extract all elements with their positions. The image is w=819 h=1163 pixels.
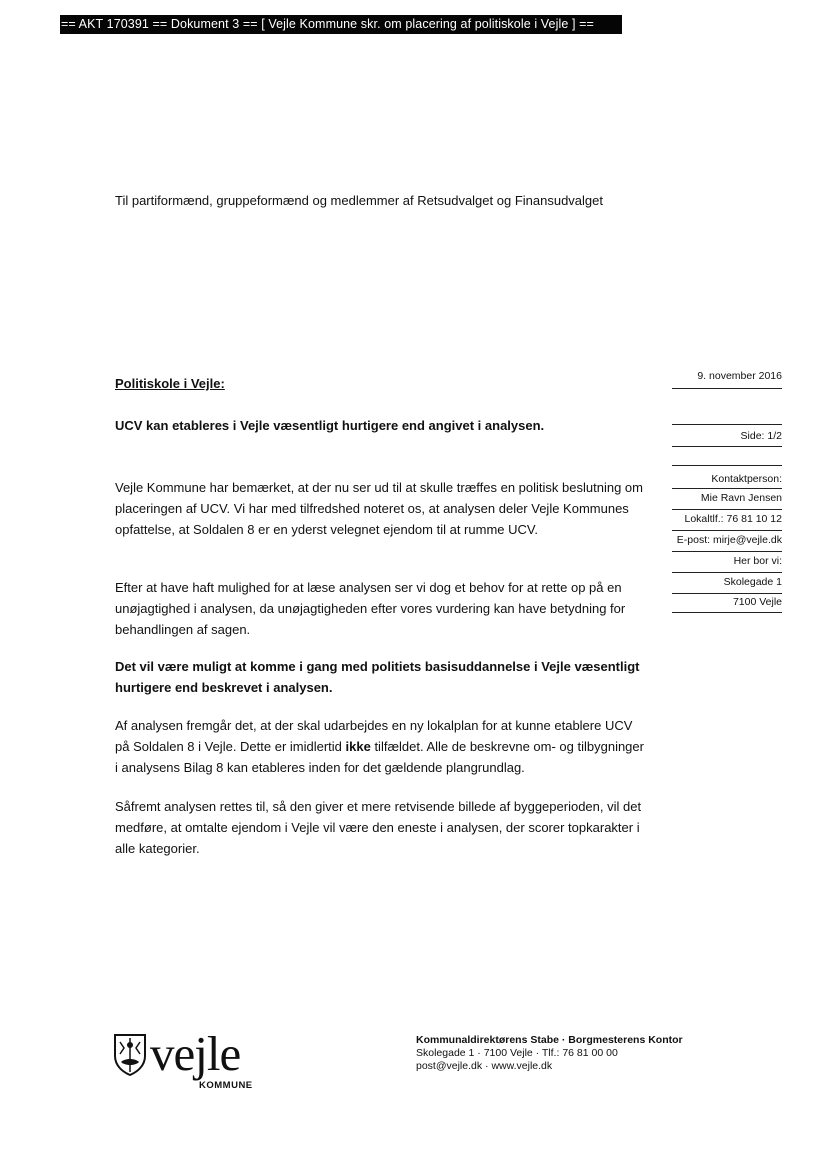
subheading: UCV kan etableres i Vejle væsentligt hurtigere end angivet i analysen. bbox=[115, 418, 545, 433]
paragraph-4-start: Af analysen fremgår det, at der skal udarbejdes en ny lokalplan for at kunne etablere UCV på Soldalen 8 i Vejle. Dette er imidlertid bbox=[115, 718, 633, 754]
vejle-kommune-logo bbox=[112, 1026, 262, 1100]
sidebar-divider bbox=[672, 593, 782, 594]
paragraph-4-end: tilfældet. Alle de beskrevne om- og tilbygninger i analysens Bilag 8 kan etableres inden for det gældende plangrundlag. bbox=[115, 739, 644, 775]
page-title: Politiskole i Vejle: bbox=[115, 376, 225, 391]
sidebar-divider bbox=[672, 530, 782, 531]
sidebar-divider bbox=[672, 446, 782, 447]
logo-subtitle: KOMMUNE bbox=[199, 1080, 253, 1091]
page-number: Side: 1/2 bbox=[740, 430, 782, 442]
paragraph-1: Vejle Kommune har bemærket, at der nu ser ud til at skulle træffes en politisk beslutning om placeringen af UCV. Vi har med tilfredshed noteret os, at analysen deler Vejle Kommunes opfattelse, at Soldalen 8 er en yderst velegnet ejendom til at rumme UCV. bbox=[115, 480, 643, 537]
sidebar-divider bbox=[672, 509, 782, 510]
address-city: 7100 Vejle bbox=[732, 596, 782, 608]
contact-name: Mie Ravn Jensen bbox=[700, 492, 782, 504]
paragraph-4-emphasis: ikke bbox=[345, 739, 371, 754]
logo-wordmark: vejle bbox=[150, 1026, 241, 1081]
sidebar-divider bbox=[672, 465, 782, 466]
sidebar-divider bbox=[672, 572, 782, 573]
address-street: Skolegade 1 bbox=[723, 576, 782, 588]
document-header-bar: == AKT 170391 == Dokument 3 == [ Vejle Kommune skr. om placering af politiskole i Vejle ] == bbox=[60, 15, 622, 34]
letter-date: 9. november 2016 bbox=[697, 370, 782, 382]
sidebar-divider bbox=[672, 424, 782, 425]
coat-of-arms-icon bbox=[112, 1032, 148, 1076]
sidebar-divider bbox=[672, 551, 782, 552]
contact-label: Kontaktperson: bbox=[711, 473, 782, 485]
address-label: Her bor vi: bbox=[733, 555, 782, 567]
footer-contact: post@vejle.dk · www.vejle.dk bbox=[416, 1060, 553, 1072]
paragraph-2: Efter at have haft mulighed for at læse analysen ser vi dog et behov for at rette op på en unøjagtighed i analysen, da unøjagtigheden efter vores vurdering kan have betydning for behandlingen af sagen. bbox=[115, 580, 626, 637]
contact-email[interactable]: E-post: mirje@vejle.dk bbox=[676, 534, 782, 546]
paragraph-4 bbox=[115, 715, 645, 778]
footer-address bbox=[416, 1034, 683, 1073]
sidebar-divider bbox=[672, 488, 782, 489]
footer-department: Kommunaldirektørens Stabe · Borgmesterens Kontor bbox=[416, 1034, 683, 1046]
recipient-line: Til partiformænd, gruppeformænd og medlemmer af Retsudvalget og Finansudvalget bbox=[115, 193, 603, 208]
paragraph-5: Såfremt analysen rettes til, så den giver et mere retvisende billede af byggeperioden, vil det medføre, at omtalte ejendom i Vejle vil være den eneste i analysen, der scorer topkarakter i alle kategorier. bbox=[115, 799, 642, 856]
contact-phone: Lokaltlf.: 76 81 10 12 bbox=[684, 513, 782, 525]
paragraph-3: Det vil være muligt at komme i gang med politiets basisuddannelse i Vejle væsentligt hurtigere end beskrevet i analysen. bbox=[115, 659, 640, 695]
sidebar-divider bbox=[672, 388, 782, 389]
sidebar-divider bbox=[672, 612, 782, 613]
footer-street: Skolegade 1 · 7100 Vejle · Tlf.: 76 81 00 00 bbox=[416, 1047, 618, 1059]
